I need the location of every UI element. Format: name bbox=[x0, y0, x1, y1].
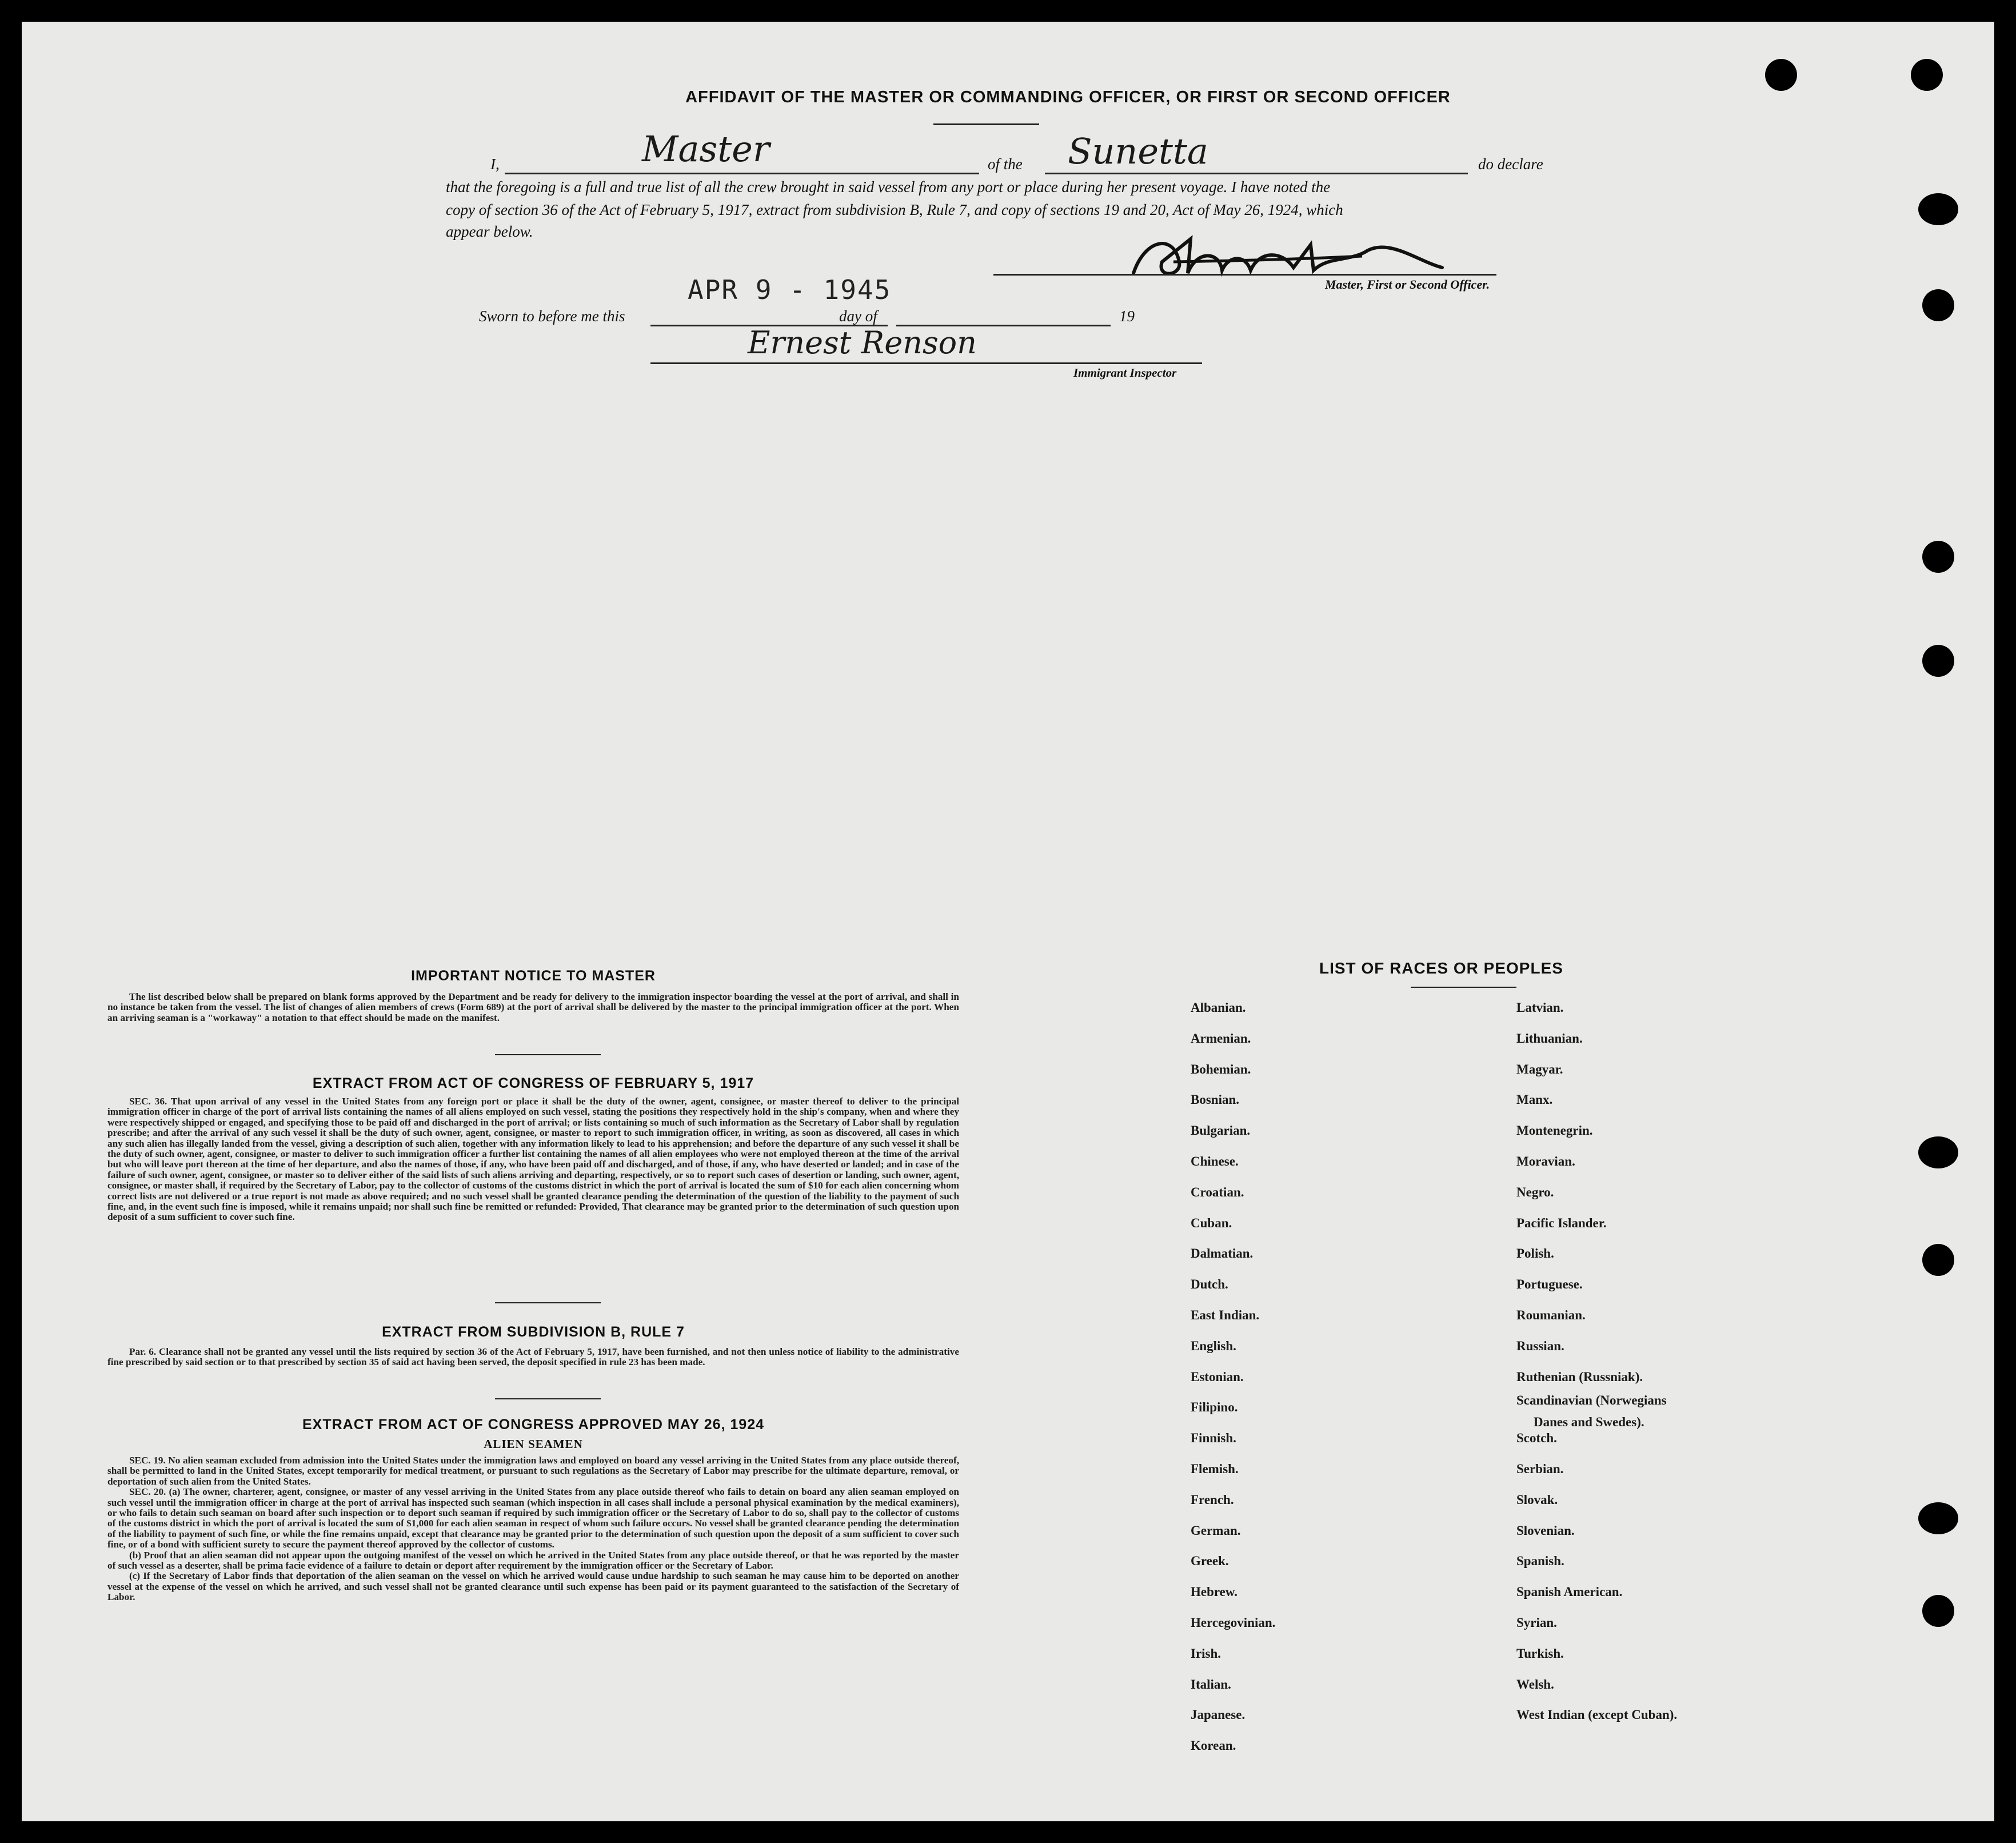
alien-seamen-subtitle: ALIEN SEAMEN bbox=[484, 1437, 583, 1451]
extract-1917-title: EXTRACT FROM ACT OF CONGRESS OF FEBRUARY 5, 1917 bbox=[312, 1075, 754, 1091]
race-item: Bohemian. bbox=[1191, 1062, 1251, 1076]
sec19-paragraph: SEC. 19. No alien seaman excluded from admission into the United States under the immigration laws and employed on board any vessel arriving in the United States from any place outside thereof, shall be permitted to land in the United States, except temporarily for medical treatment, or pursuant to such regulations as the Secretary of Labor may prescribe for the ultimate departure, removal, or deportation of such alien from the United States. bbox=[107, 1455, 959, 1487]
rule7-title: EXTRACT FROM SUBDIVISION B, RULE 7 bbox=[382, 1324, 685, 1340]
race-item: Cuban. bbox=[1191, 1215, 1232, 1230]
race-item: Turkish. bbox=[1516, 1646, 1564, 1661]
extract-1924-title: EXTRACT FROM ACT OF CONGRESS APPROVED MAY 26, 1924 bbox=[302, 1417, 765, 1433]
race-item: Montenegrin. bbox=[1516, 1123, 1593, 1138]
race-item: Roumanian. bbox=[1516, 1308, 1586, 1322]
race-item: Hebrew. bbox=[1191, 1585, 1237, 1599]
race-item: Portuguese. bbox=[1516, 1277, 1583, 1292]
punch-hole-10 bbox=[1922, 1595, 1954, 1627]
race-item: Irish. bbox=[1191, 1646, 1221, 1661]
declaration-line-2: that the foregoing is a full and true list of all the crew brought in said vessel from any port or place during her present voyage. I have noted the bbox=[446, 178, 1331, 196]
race-item: Japanese. bbox=[1191, 1708, 1245, 1722]
race-item: Pacific Islander. bbox=[1516, 1215, 1607, 1230]
race-item: Italian. bbox=[1191, 1677, 1231, 1692]
race-item: Estonian. bbox=[1191, 1369, 1244, 1384]
race-item: Spanish. bbox=[1516, 1554, 1564, 1569]
year-prefix: 19 bbox=[1119, 308, 1135, 325]
race-item: Greek. bbox=[1191, 1554, 1229, 1569]
punch-hole-2 bbox=[1911, 59, 1943, 91]
race-item: Moravian. bbox=[1516, 1154, 1575, 1168]
race-item: Syrian. bbox=[1516, 1615, 1557, 1630]
document-page bbox=[22, 22, 1994, 1821]
race-item: Ruthenian (Russniak). bbox=[1516, 1369, 1643, 1384]
extract-1917-body bbox=[107, 1096, 959, 1223]
race-item: Finnish. bbox=[1191, 1431, 1236, 1446]
race-item: Albanian. bbox=[1191, 1000, 1246, 1015]
race-item: Dalmatian. bbox=[1191, 1246, 1253, 1261]
rank-line bbox=[505, 173, 979, 174]
race-item: Danes and Swedes). bbox=[1534, 1415, 1644, 1430]
extract-1924-body bbox=[107, 1455, 959, 1603]
race-item: Lithuanian. bbox=[1516, 1031, 1583, 1046]
race-item: Russian. bbox=[1516, 1338, 1564, 1353]
divider-2 bbox=[495, 1302, 601, 1303]
punch-hole-4 bbox=[1922, 289, 1954, 321]
sec20c-paragraph: (c) If the Secretary of Labor finds that deportation of the alien seaman on the vessel on which he arrived would cause undue hardship to such seaman he may cause him to be deported on another vessel at the expense of the vessel on which he arrived, and such vessel shall not be granted clearance until such expense has been paid or its payment guaranteed to the satisfaction of the Secretary of Labor. bbox=[107, 1570, 959, 1603]
rule7-body bbox=[107, 1347, 959, 1368]
master-signature-line bbox=[993, 274, 1496, 276]
sec36-paragraph: SEC. 36. That upon arrival of any vessel in the United States from any foreign port or place it shall be the duty of the owner, agent, consignee, or master thereof to deliver to the principal immigration officer in charge of the port of arrival lists containing the names of all aliens employed on such vessel, stating the positions they respectively hold in the ship's company, when and where they were respectively shipped or engaged, and specifying those to be paid off and discharged in the port of arrival; or lists containing so much of such information as the Secretary of Labor shall by regulation prescribe; and after the arrival of any such vessel it shall be the duty of such owner, agent, consignee, or master to report to such immigration officer, in writing, as soon as discovered, all cases in which any such alien has illegally landed from the vessel, giving a description of such alien, together with any information likely to lead to his apprehension; and before the departure of any such vessel it shall be the duty of such owner, agent, consignee, or master to deliver to such immigration officer a further list containing the names of all alien employees who were not employed thereon at the time of the arrival but who will leave port thereon at the time of her departure, and also the names of those, if any, who have been paid off and discharged, and of those, if any, who have deserted or landed; and in case of the failure of such owner, agent, consignee, or master so to deliver either of the said lists of such aliens arriving and departing, respectively, or so to report such cases of desertion or landing, such owner, agent, consignee, or master shall, if required by the Secretary of Labor, pay to the collector of customs of the customs district in which the port of arrival is located the sum of $10 for each alien concerning whom correct lists are not delivered or a true report is not made as above required; and no such vessel shall be granted clearance pending the determination of the question of the liability to the payment of such fine, and, in the event such fine is imposed, while it remains unpaid; nor shall such fine be remitted or refunded: Provided, That clearance may be granted prior to the determination of such question upon deposit of a sum sufficient to cover such fine. bbox=[107, 1096, 959, 1223]
sworn-label: Sworn to before me this bbox=[479, 308, 625, 325]
race-item: West Indian (except Cuban). bbox=[1516, 1708, 1678, 1722]
punch-hole-3 bbox=[1918, 193, 1958, 225]
rank-handwritten: Master bbox=[642, 128, 770, 170]
race-item: Filipino. bbox=[1191, 1400, 1238, 1415]
affidavit-title: AFFIDAVIT OF THE MASTER OR COMMANDING OFFICER, OR FIRST OR SECOND OFFICER bbox=[685, 88, 1451, 106]
inspector-signature: Ernest Renson bbox=[748, 325, 977, 361]
races-right-column bbox=[1516, 1000, 1837, 1761]
notice-paragraph: The list described below shall be prepared on blank forms approved by the Department and be ready for delivery to the immigration inspector boarding the vessel at the port of arrival, and shall in no instance be taken from the vessel. The list of changes of alien members of crews (Form 689) at the port of arrival shall be delivered by the master to the principal immigration officer at the port. When an arriving seaman is a "workaway" a notation to that effect should be made on the manifest. bbox=[107, 991, 959, 1023]
race-item: Slovak. bbox=[1516, 1492, 1558, 1507]
day-of-label: day of bbox=[839, 308, 877, 325]
race-item: Croatian. bbox=[1191, 1184, 1244, 1199]
race-item: Latvian. bbox=[1516, 1000, 1564, 1015]
notice-title: IMPORTANT NOTICE TO MASTER bbox=[411, 968, 656, 984]
race-item: Slovenian. bbox=[1516, 1523, 1575, 1538]
race-item: Flemish. bbox=[1191, 1462, 1239, 1476]
race-item: English. bbox=[1191, 1338, 1236, 1353]
punch-hole-6 bbox=[1922, 645, 1954, 677]
vessel-line bbox=[1045, 173, 1468, 174]
title-rule bbox=[933, 123, 1039, 125]
race-item: Serbian. bbox=[1516, 1462, 1564, 1476]
race-item: Manx. bbox=[1516, 1092, 1553, 1107]
vessel-handwritten: Sunetta bbox=[1068, 130, 1208, 172]
par6-paragraph: Par. 6. Clearance shall not be granted any vessel until the lists required by section 36 of the Act of February 5, 1917, have been furnished, and not then unless notice of liability to the administrative fine prescribed by said section or to that prescribed by section 35 of said act having been served, the deposit specified in rule 23 has been made. bbox=[107, 1346, 959, 1368]
punch-hole-8 bbox=[1922, 1244, 1954, 1276]
master-caption: Master, First or Second Officer. bbox=[1325, 277, 1490, 292]
race-item: Hercegovinian. bbox=[1191, 1615, 1276, 1630]
races-rule bbox=[1411, 987, 1516, 988]
race-item: East Indian. bbox=[1191, 1308, 1260, 1322]
sec20a-paragraph: SEC. 20. (a) The owner, charterer, agent, consignee, or master of any vessel arriving in the United States from any place outside thereof who fails to detain on board any alien seaman employed on such vessel until the immigration officer in charge at the port of arrival has inspected such seaman (which inspection in all cases shall include a personal physical examination by the medical examiners), or who fails to detain such seaman on board after such inspection or to deport such seaman if required by such immigration officer or the Secretary of Labor to do so, shall pay to the collector of customs of the customs district in which the port of arrival is located the sum of $1,000 for each alien seaman in respect of whom such failure occurs. No vessel shall be granted clearance pending the determination of the liability to payment of such fine, or while the fine remains unpaid, except that clearance may be granted prior to the determination of such question upon the deposit of a sum sufficient to cover such fine, or of a bond with sufficient surety to secure the payment thereof approved by the collector of customs. bbox=[107, 1486, 959, 1550]
punch-hole-1 bbox=[1765, 59, 1797, 91]
race-item: Scandinavian (Norwegians bbox=[1516, 1393, 1667, 1408]
race-item: Magyar. bbox=[1516, 1062, 1563, 1076]
races-left-column bbox=[1191, 1000, 1419, 1761]
declaration-line-3: copy of section 36 of the Act of February 5, 1917, extract from subdivision B, Rule 7, and copy of sections 19 and 20, Act of May 26, 1924, which bbox=[446, 201, 1343, 218]
race-item: French. bbox=[1191, 1492, 1234, 1507]
punch-hole-9 bbox=[1918, 1502, 1958, 1534]
race-item: Bulgarian. bbox=[1191, 1123, 1251, 1138]
race-item: Negro. bbox=[1516, 1184, 1554, 1199]
sec20b-paragraph: (b) Proof that an alien seaman did not appear upon the outgoing manifest of the vessel on which he arrived in the United States from any place outside thereof, or that he was reported by the master of such vessel as a deserter, shall be prima facie evidence of a failure to detain or deport after requirement by the immigration officer or the Secretary of Labor. bbox=[107, 1549, 959, 1571]
of-the-label: of the bbox=[988, 155, 1023, 173]
notice-body bbox=[107, 992, 959, 1023]
declaration-line-4: appear below. bbox=[446, 223, 533, 240]
race-item: Spanish American. bbox=[1516, 1585, 1623, 1599]
inspector-caption: Immigrant Inspector bbox=[1073, 366, 1177, 380]
race-item: Chinese. bbox=[1191, 1154, 1239, 1168]
race-item: Dutch. bbox=[1191, 1277, 1228, 1292]
punch-hole-5 bbox=[1922, 541, 1954, 573]
race-item: Armenian. bbox=[1191, 1031, 1251, 1046]
divider-1 bbox=[495, 1054, 601, 1055]
divider-3 bbox=[495, 1398, 601, 1399]
race-item: Welsh. bbox=[1516, 1677, 1554, 1692]
punch-hole-7 bbox=[1918, 1136, 1958, 1168]
race-item: German. bbox=[1191, 1523, 1241, 1538]
i-label: I, bbox=[490, 155, 500, 173]
race-item: Bosnian. bbox=[1191, 1092, 1240, 1107]
race-item: Scotch. bbox=[1516, 1431, 1557, 1446]
race-item: Korean. bbox=[1191, 1738, 1236, 1753]
date-stamp: APR 9 - 1945 bbox=[688, 274, 892, 305]
do-declare-label: do declare bbox=[1478, 155, 1543, 173]
races-title: LIST OF RACES OR PEOPLES bbox=[1319, 959, 1563, 977]
inspector-line bbox=[650, 362, 1202, 364]
race-item: Polish. bbox=[1516, 1246, 1554, 1261]
